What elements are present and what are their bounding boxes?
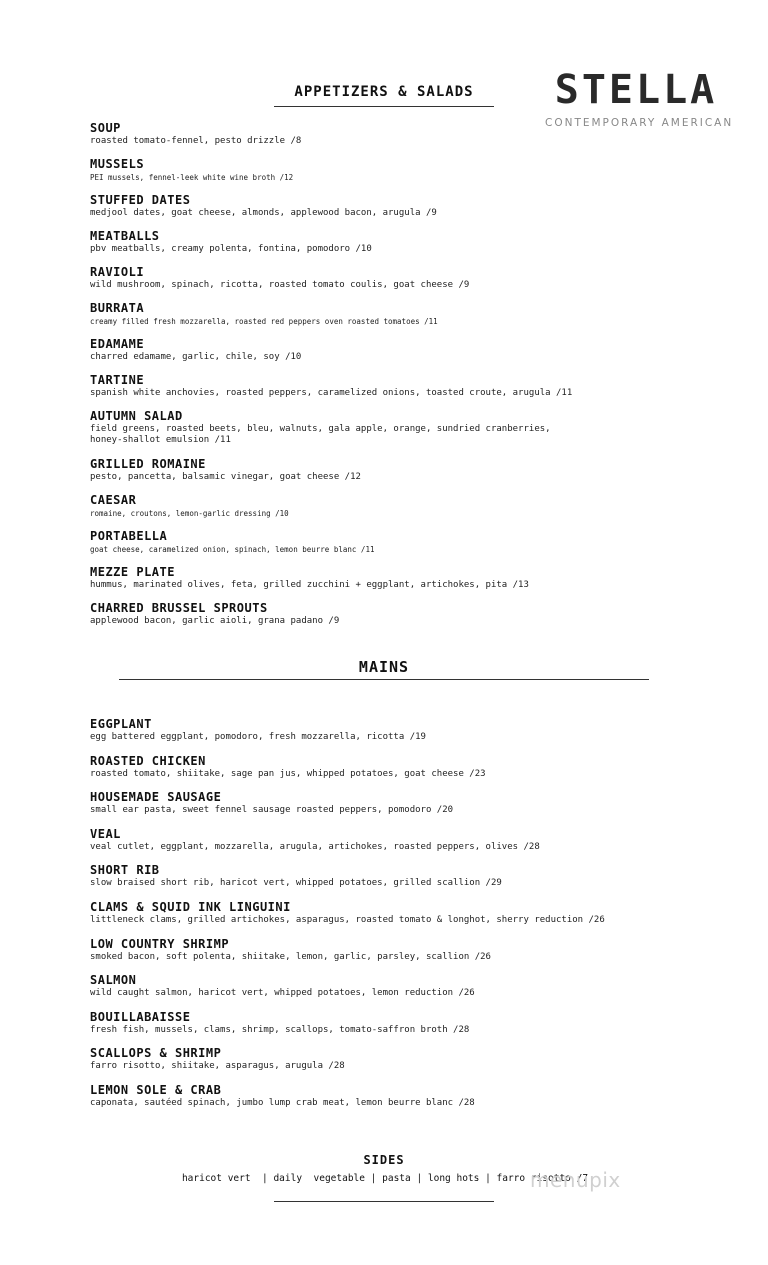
item-name: MUSSELS <box>90 157 145 171</box>
item-name: LOW COUNTRY SHRIMP <box>90 936 230 951</box>
item-description: egg battered eggplant, pomodoro, fresh mozzarella, ricotta /19 <box>90 732 426 742</box>
item-name: MEATBALLS <box>90 229 160 243</box>
menu-item <box>90 973 690 1010</box>
appetizers-title: APPETIZERS & SALADS <box>294 84 474 100</box>
logo-tagline: CONTEMPORARY AMERICAN <box>545 117 734 129</box>
item-description: applewood bacon, garlic aioli, grana padano /9 <box>90 616 340 626</box>
sides-divider <box>274 1201 494 1202</box>
item-name: CAESAR <box>90 493 137 507</box>
item-description: wild mushroom, spinach, ricotta, roasted tomato coulis, goat cheese /9 <box>90 280 470 290</box>
item-description: hummus, marinated olives, feta, grilled zucchini + eggplant, artichokes, pita /13 <box>90 580 529 590</box>
item-description: medjool dates, goat cheese, almonds, applewood bacon, arugula /9 <box>90 208 437 218</box>
menu-item <box>90 529 690 565</box>
item-name: PORTABELLA <box>90 529 168 543</box>
item-name: SHORT RIB <box>90 863 160 878</box>
menu-item <box>90 301 690 337</box>
item-name: LEMON SOLE & CRAB <box>90 1082 222 1097</box>
menu-item <box>90 754 690 791</box>
menu-item <box>90 900 690 937</box>
menu-item <box>90 827 690 864</box>
item-name: STUFFED DATES <box>90 193 191 207</box>
item-name: SOUP <box>90 121 121 135</box>
item-name: ROASTED CHICKEN <box>90 753 206 768</box>
menu-item <box>90 717 690 754</box>
appetizers-list <box>90 121 690 637</box>
item-description: field greens, roasted beets, bleu, walnuts, gala apple, orange, sundried cranberries, honey-shallot emulsion /11 <box>90 424 551 445</box>
item-description: goat cheese, caramelized onion, spinach, lemon beurre blanc /11 <box>90 545 375 554</box>
mains-list <box>90 717 690 1120</box>
item-description: PEI mussels, fennel-leek white wine broth /12 <box>90 173 294 182</box>
item-name: BURRATA <box>90 301 145 315</box>
item-description: caponata, sautéed spinach, jumbo lump crab meat, lemon beurre blanc /28 <box>90 1097 475 1108</box>
logo-name: STELLA <box>554 67 718 113</box>
item-name: VEAL <box>90 826 121 841</box>
item-name: TARTINE <box>90 373 145 387</box>
menu-item <box>90 337 690 373</box>
menu-item <box>90 790 690 827</box>
sides-title: SIDES <box>363 1153 405 1167</box>
item-description: littleneck clams, grilled artichokes, asparagus, roasted tomato & longhot, sherry reduction /26 <box>90 914 605 925</box>
menu-item <box>90 565 690 601</box>
menu-item <box>90 1010 690 1047</box>
mains-divider <box>119 679 649 680</box>
menu-item <box>90 121 690 157</box>
item-description: veal cutlet, eggplant, mozzarella, arugula, artichokes, roasted peppers, olives /28 <box>90 841 540 852</box>
watermark: menupix <box>530 1168 621 1192</box>
mains-title: MAINS <box>358 658 410 676</box>
menu-item <box>90 373 690 409</box>
item-description: creamy filled fresh mozzarella, roasted red peppers oven roasted tomatoes /11 <box>90 317 438 326</box>
menu-item <box>90 193 690 229</box>
item-description: smoked bacon, soft polenta, shiitake, lemon, garlic, parsley, scallion /26 <box>90 951 491 962</box>
menu-item <box>90 157 690 193</box>
menu-item <box>90 229 690 265</box>
item-description: charred edamame, garlic, chile, soy /10 <box>90 352 302 362</box>
item-name: CLAMS & SQUID INK LINGUINI <box>90 899 291 914</box>
item-name: HOUSEMADE SAUSAGE <box>90 790 222 805</box>
item-description: pbv meatballs, creamy polenta, fontina, pomodoro /10 <box>90 244 372 254</box>
item-description: roasted tomato-fennel, pesto drizzle /8 <box>90 136 302 146</box>
item-name: EDAMAME <box>90 337 145 351</box>
menu-item <box>90 937 690 974</box>
menu-item <box>90 601 690 637</box>
item-description: romaine, croutons, lemon-garlic dressing /10 <box>90 509 289 518</box>
item-name: RAVIOLI <box>90 265 145 279</box>
item-description: small ear pasta, sweet fennel sausage roasted peppers, pomodoro /20 <box>90 805 454 816</box>
item-name: MEZZE PLATE <box>90 565 175 579</box>
item-name: CHARRED BRUSSEL SPROUTS <box>90 601 268 615</box>
item-name: SALMON <box>90 973 137 988</box>
menu-item <box>90 265 690 301</box>
menu-item <box>90 1046 690 1083</box>
restaurant-logo <box>545 66 734 129</box>
menu-item <box>90 493 690 529</box>
item-description: roasted tomato, shiitake, sage pan jus, whipped potatoes, goat cheese /23 <box>90 768 486 779</box>
item-name: AUTUMN SALAD <box>90 409 183 423</box>
item-name: SCALLOPS & SHRIMP <box>90 1046 222 1061</box>
item-description: fresh fish, mussels, clams, shrimp, scallops, tomato-saffron broth /28 <box>90 1024 470 1035</box>
item-description: slow braised short rib, haricot vert, whipped potatoes, grilled scallion /29 <box>90 878 502 889</box>
item-name: GRILLED ROMAINE <box>90 457 206 471</box>
item-name: BOUILLABAISSE <box>90 1009 191 1024</box>
item-description: spanish white anchovies, roasted peppers, caramelized onions, toasted croute, arugula /11 <box>90 388 573 398</box>
menu-item <box>90 863 690 900</box>
item-description: pesto, pancetta, balsamic vinegar, goat cheese /12 <box>90 472 361 482</box>
item-name: EGGPLANT <box>90 717 152 731</box>
sides-list: haricot vert | daily vegetable | pasta | long hots | farro risotto /7 <box>181 1173 589 1184</box>
menu-item <box>90 457 690 493</box>
item-description: wild caught salmon, haricot vert, whipped potatoes, lemon reduction /26 <box>90 988 475 999</box>
menu-item <box>90 1083 690 1120</box>
appetizers-divider <box>274 106 494 107</box>
item-description: farro risotto, shiitake, asparagus, arugula /28 <box>90 1061 345 1072</box>
menu-item <box>90 409 690 457</box>
